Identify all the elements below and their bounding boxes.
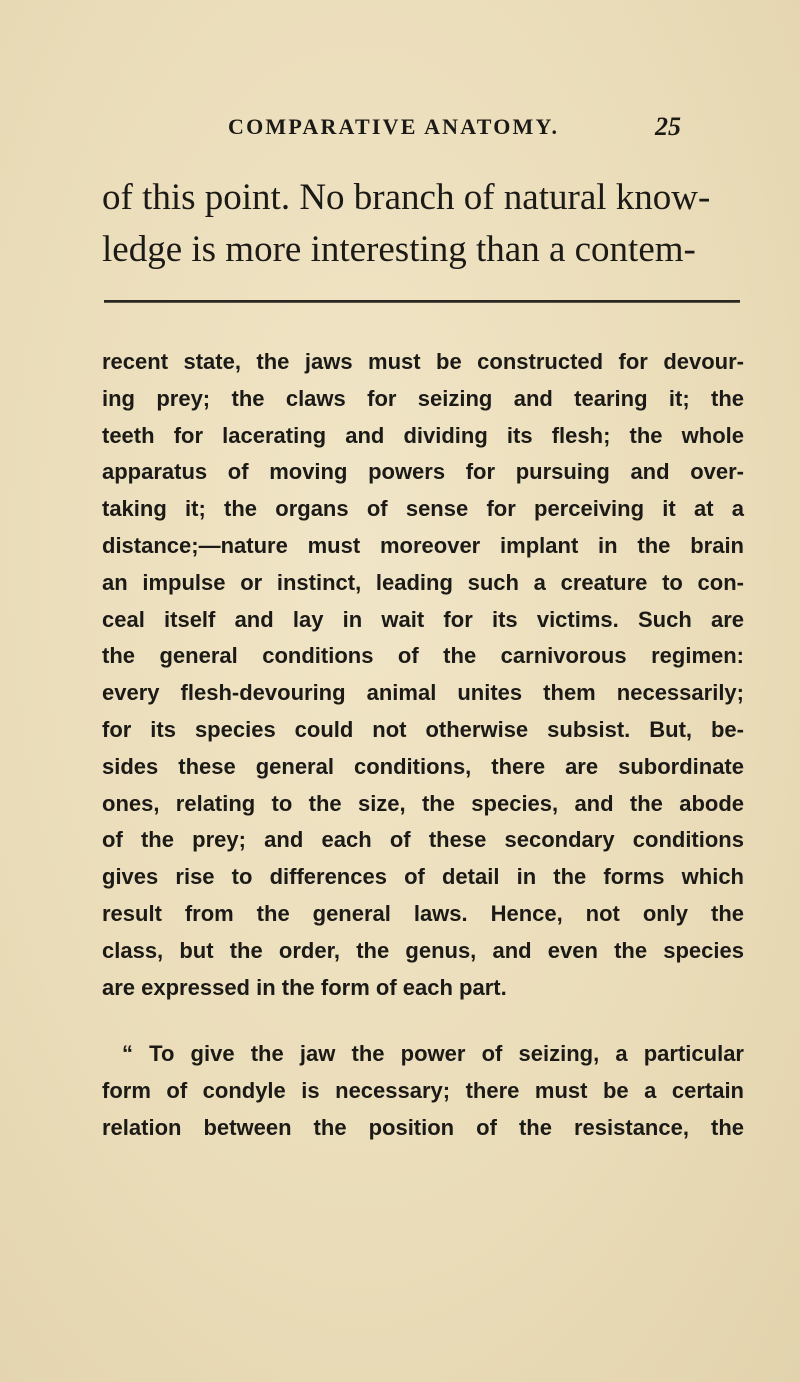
running-head-title: COMPARATIVE ANATOMY.: [228, 114, 560, 139]
text-line: sides these general conditions, there are subordinate: [102, 753, 744, 779]
text-line: the general conditions of the carnivorous regimen:: [102, 643, 744, 669]
text-line: result from the general laws. Hence, not only the: [102, 900, 744, 926]
text-line: relation between the position of the resistance, the: [102, 1114, 744, 1140]
text-line: of the prey; and each of these secondary conditions: [102, 827, 744, 853]
text-line: gives rise to differences of detail in the forms which: [102, 864, 744, 890]
body-text: [102, 344, 744, 1147]
text-line: distance;—nature must moreover implant in the brain: [102, 532, 744, 558]
text-line: an impulse or instinct, leading such a creature to con-: [102, 569, 744, 595]
intro-line: of this point. No branch of natural know-: [102, 177, 711, 218]
text-line: ceal itself and lay in wait for its victims. Such are: [102, 606, 744, 632]
text-line: every flesh-devouring animal unites them necessarily;: [102, 680, 744, 706]
page-number: 25: [655, 112, 681, 141]
intro-line: ledge is more interesting than a contem-: [102, 229, 696, 270]
text-line: apparatus of moving powers for pursuing and over-: [102, 459, 744, 485]
text-line: ones, relating to the size, the species, and the abode: [102, 790, 744, 816]
paragraph-1: [102, 344, 744, 1006]
text-line: class, but the order, the genus, and even the species: [102, 937, 744, 963]
section-divider: [104, 300, 740, 303]
text-line: “ To give the jaw the power of seizing, a particular: [122, 1041, 744, 1067]
text-line: for its species could not otherwise subsist. But, be-: [102, 716, 744, 742]
text-line: are expressed in the form of each part.: [102, 974, 507, 1000]
text-line: teeth for lacerating and dividing its flesh; the whole: [102, 422, 744, 448]
intro-text: [102, 172, 742, 276]
paragraph-2: [102, 1036, 744, 1146]
running-head: [0, 114, 800, 150]
text-line: taking it; the organs of sense for perceiving it at a: [102, 496, 744, 522]
text-line: recent state, the jaws must be constructed for devour-: [102, 349, 744, 374]
text-line: form of condyle is necessary; there must be a certain: [102, 1078, 744, 1104]
text-line: ing prey; the claws for seizing and tearing it; the: [102, 385, 744, 411]
